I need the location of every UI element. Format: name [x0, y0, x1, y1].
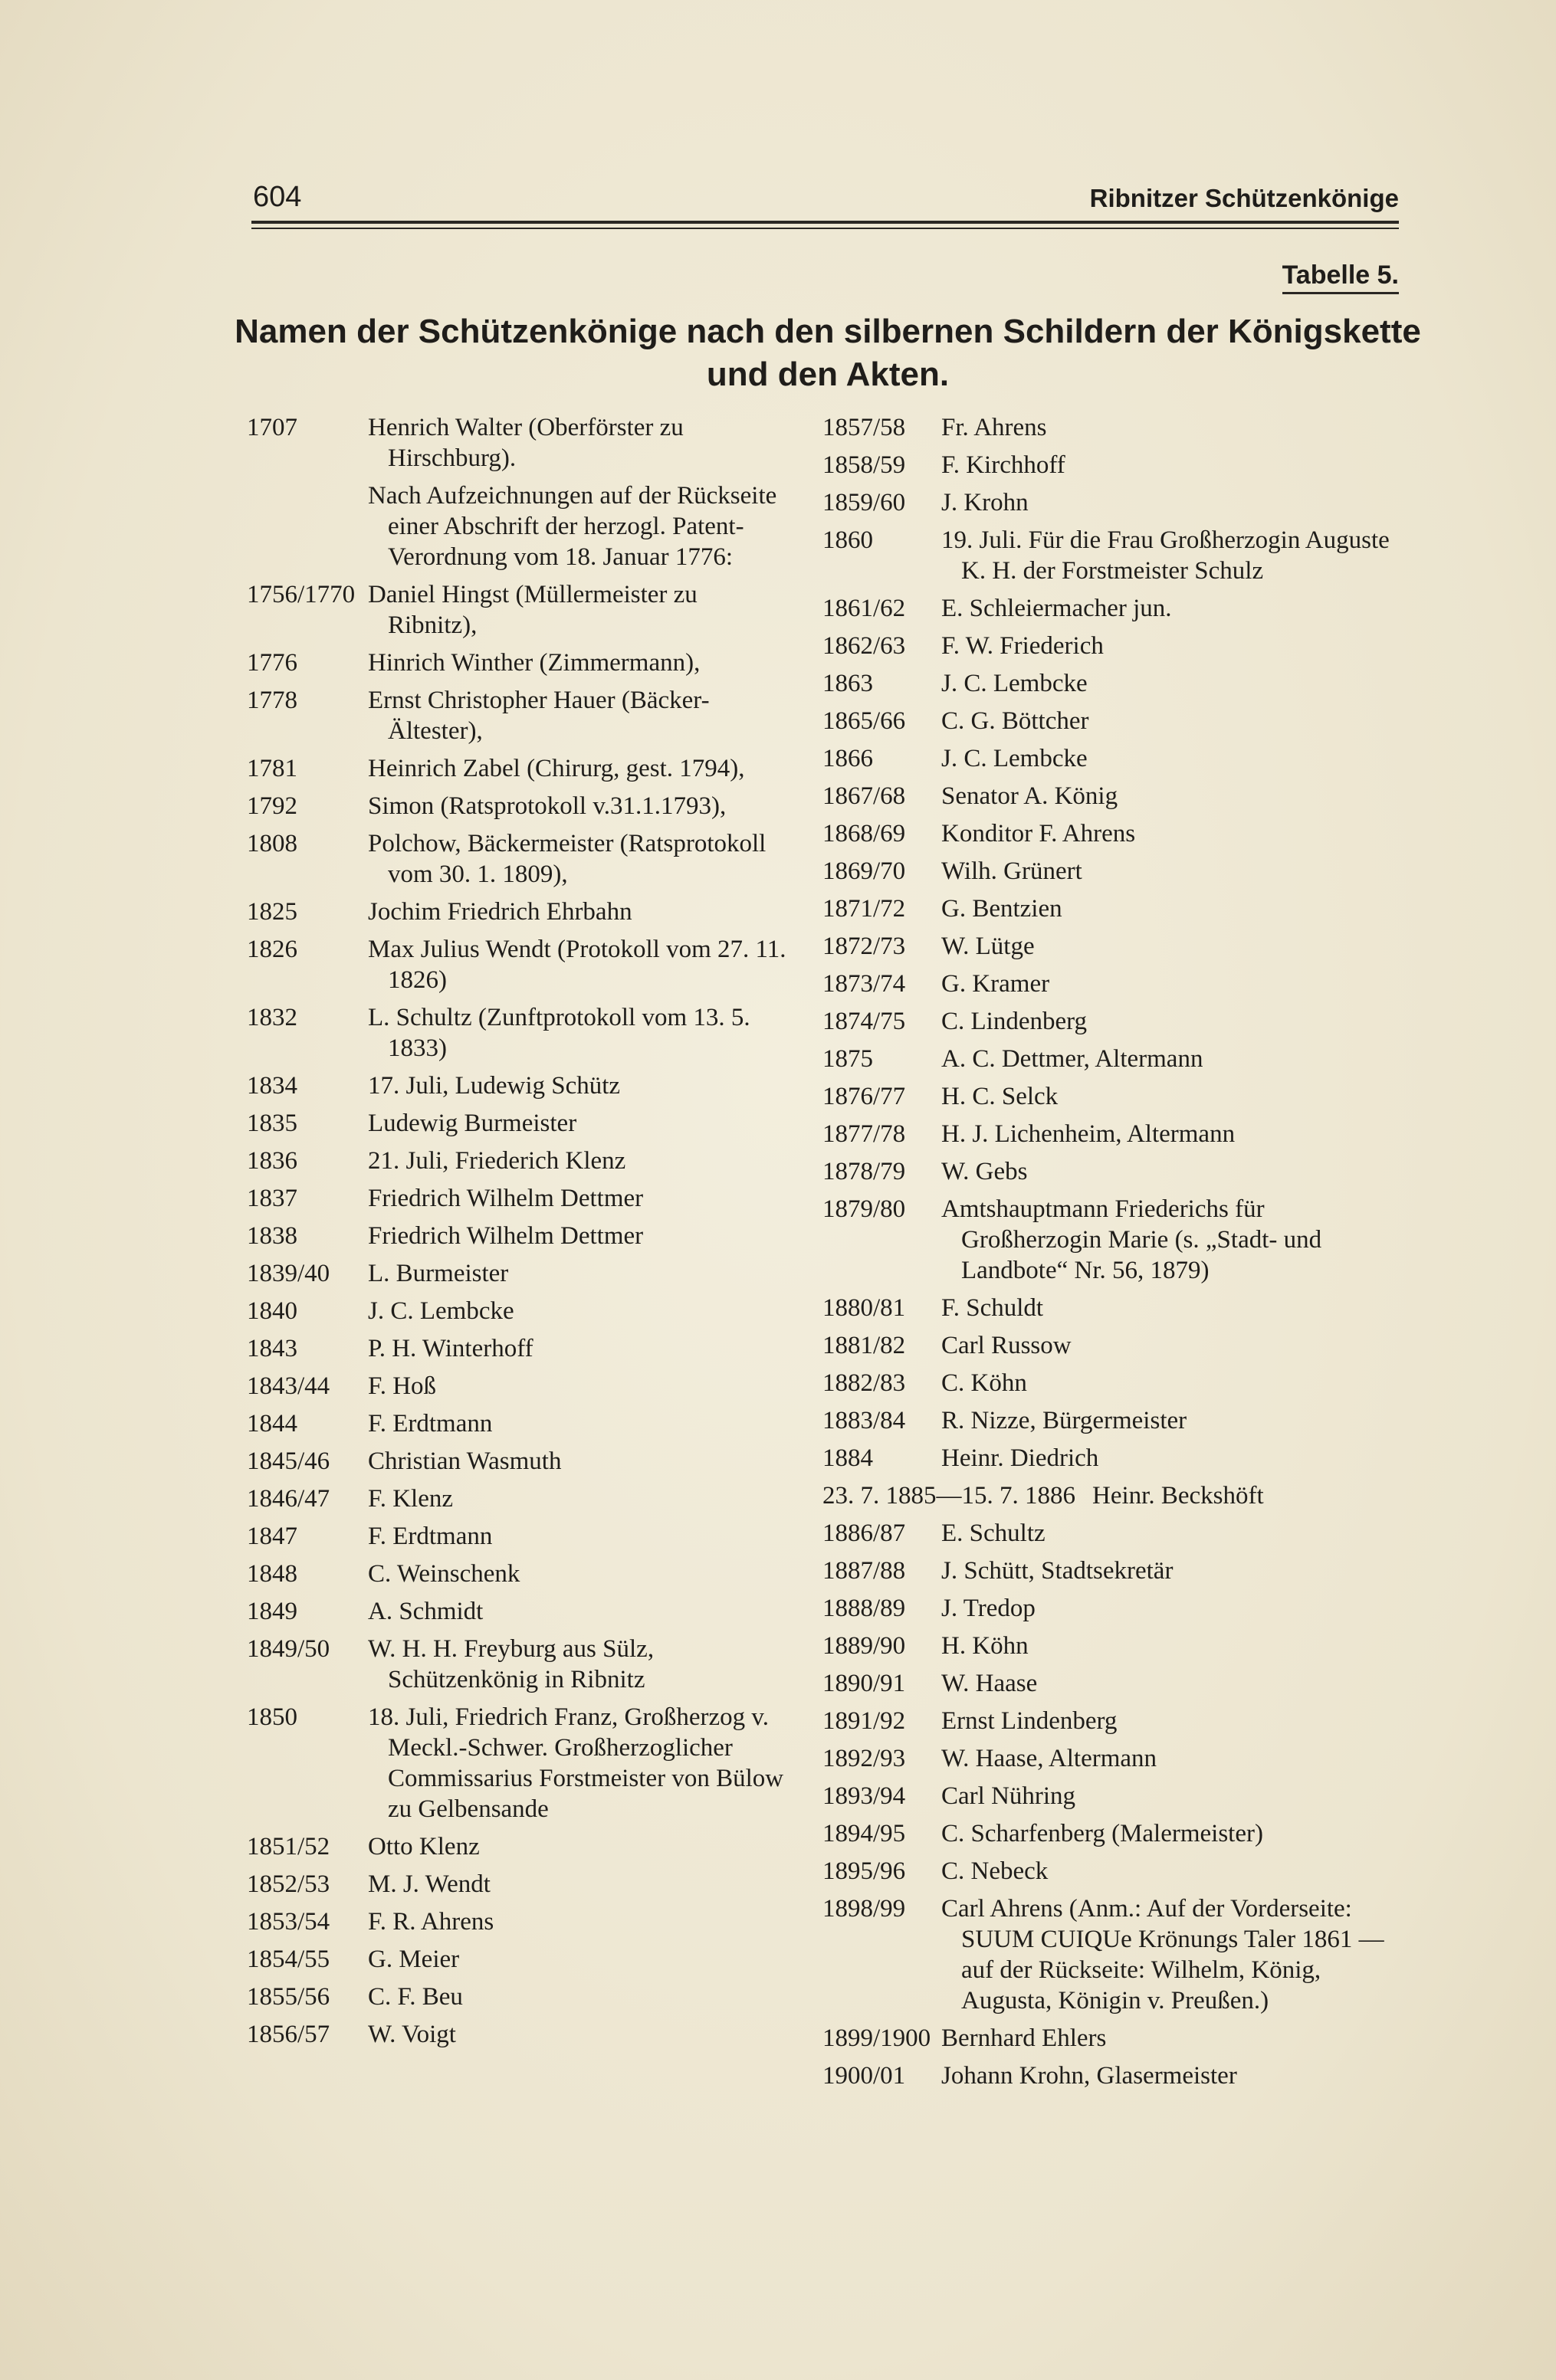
entry-year: 1871/72 — [822, 895, 906, 923]
entry-year: 1882/83 — [822, 1369, 906, 1397]
entry-name: Bernhard Ehlers — [941, 2024, 1107, 2052]
entry-name: F. Schuldt — [941, 1294, 1044, 1322]
entry-name: W. H. H. Freyburg aus Sülz, Schützenkönig in Ribnitz — [368, 1635, 655, 1693]
entry-name: Christian Wasmuth — [368, 1447, 562, 1475]
table-title-line-1: Namen der Schützenkönige nach den silbernen Schildern der Königskette — [235, 313, 1421, 350]
king-entry — [247, 1446, 787, 1477]
entry-name: 21. Juli, Friederich Klenz — [368, 1147, 626, 1175]
entry-year: 1808 — [247, 830, 297, 857]
king-entry — [822, 1405, 1405, 1436]
entry-name: Carl Nühring — [941, 1782, 1076, 1810]
entry-year: 1874/75 — [822, 1008, 906, 1035]
king-entry — [247, 647, 787, 678]
entry-name: Hinrich Winther (Zimmermann), — [368, 649, 701, 677]
running-title: Ribnitzer Schützenkönige — [1089, 184, 1399, 212]
entry-name: F. W. Friederich — [941, 632, 1104, 660]
entry-year: 1878/79 — [822, 1158, 906, 1185]
page-number: 604 — [253, 181, 302, 213]
entry-year: 1880/81 — [822, 1294, 906, 1322]
king-entry — [822, 1556, 1405, 1586]
entry-year: 1849 — [247, 1598, 297, 1625]
entry-year: 1843 — [247, 1335, 297, 1362]
entry-year: 1856/57 — [247, 2021, 330, 2048]
entry-year: 1835 — [247, 1110, 297, 1137]
king-entry — [822, 818, 1405, 849]
entry-year: 1832 — [247, 1004, 297, 1031]
table-title — [230, 310, 1426, 396]
entry-name: A. C. Dettmer, Altermann — [941, 1045, 1203, 1073]
entry-name: Friedrich Wilhelm Dettmer — [368, 1185, 644, 1212]
entry-name: L. Burmeister — [368, 1260, 509, 1287]
entry-year: 1857/58 — [822, 414, 906, 441]
entry-year: 1900/01 — [822, 2062, 906, 2090]
entry-name: Amtshauptmann Friederichs für Großherzogin Marie (s. „Stadt- und Landbote“ Nr. 56, 1879) — [941, 1195, 1322, 1284]
king-entry — [247, 1831, 787, 1862]
entry-year: 1837 — [247, 1185, 297, 1212]
entry-name: 17. Juli, Ludewig Schütz — [368, 1072, 621, 1100]
king-entry — [822, 1518, 1405, 1549]
entry-name: F. R. Ahrens — [368, 1908, 494, 1936]
king-entry — [822, 1081, 1405, 1112]
king-entry — [247, 2019, 787, 2050]
king-entry — [247, 791, 787, 821]
king-entry — [247, 1634, 787, 1695]
entry-year: 1776 — [247, 649, 297, 677]
entry-year: 1825 — [247, 898, 297, 926]
king-entry — [247, 1906, 787, 1937]
king-entry — [822, 781, 1405, 811]
entry-name: Konditor F. Ahrens — [941, 820, 1136, 847]
entry-name: W. Voigt — [368, 2021, 456, 2048]
entry-name: 18. Juli, Friedrich Franz, Großherzog v. Meckl.-Schwer. Großherzoglicher Commissarius Forstmeister von Bülow zu Gelbensande — [368, 1703, 784, 1823]
entry-year: 1866 — [822, 745, 873, 772]
entry-name: Ludewig Burmeister — [368, 1110, 577, 1137]
entry-name: F. Erdtmann — [368, 1410, 493, 1438]
entry-year: 1839/40 — [247, 1260, 330, 1287]
entry-year: 1756/1770 — [247, 581, 356, 608]
entry-year: 1845/46 — [247, 1447, 330, 1475]
entry-year: 1858/59 — [822, 451, 906, 479]
entry-year: 1836 — [247, 1147, 297, 1175]
king-entry — [247, 1183, 787, 1214]
king-entry — [247, 1002, 787, 1064]
entry-year: 1840 — [247, 1297, 297, 1325]
entry-name: C. F. Beu — [368, 1983, 463, 2011]
entry-name: Carl Ahrens (Anm.: Auf der Vorderseite: SUUM CUIQUe Krönungs Taler 1861 — auf der Rückseite: Wilhelm, König, Augusta, Königin v. Preußen.) — [941, 1895, 1384, 2014]
king-entry — [247, 1108, 787, 1139]
entry-year: 1860 — [822, 526, 873, 554]
entry-year: 23. 7. 1885—15. 7. 1886 — [822, 1482, 1075, 1510]
king-entry — [822, 706, 1405, 736]
entry-year: 1851/52 — [247, 1833, 330, 1860]
entry-year: 1886/87 — [822, 1519, 906, 1547]
entry-year: 1873/74 — [822, 970, 906, 998]
king-entry — [822, 931, 1405, 962]
king-entry — [822, 1156, 1405, 1187]
entry-year: 1707 — [247, 414, 297, 441]
entry-name: M. J. Wendt — [368, 1870, 491, 1898]
entry-name: 19. Juli. Für die Frau Großherzogin Auguste K. H. der Forstmeister Schulz — [941, 526, 1390, 585]
king-entry — [247, 934, 787, 995]
entry-name: Ernst Christopher Hauer (Bäcker-Ältester), — [368, 687, 710, 745]
entry-year: 1894/95 — [822, 1820, 906, 1847]
king-entry — [247, 1483, 787, 1514]
king-entry — [822, 743, 1405, 774]
king-entry — [822, 1194, 1405, 1286]
entry-year: 1849/50 — [247, 1635, 330, 1663]
entry-year: 1855/56 — [247, 1983, 330, 2011]
entry-name: J. Schütt, Stadtsekretär — [941, 1557, 1174, 1585]
entry-name: C. Weinschenk — [368, 1560, 520, 1588]
header-rule-thick — [251, 221, 1399, 224]
entry-name: J. Krohn — [941, 489, 1029, 516]
king-entry — [247, 1408, 787, 1439]
page-header — [253, 181, 1399, 227]
king-entry — [247, 1221, 787, 1251]
entry-name: W. Haase, Altermann — [941, 1745, 1157, 1772]
king-entry — [822, 450, 1405, 480]
king-entry — [247, 1702, 787, 1824]
entry-year: 1792 — [247, 792, 297, 820]
right-column — [822, 412, 1405, 2098]
entry-year: 1843/44 — [247, 1372, 330, 1400]
entry-year: 1854/55 — [247, 1946, 330, 1973]
entry-year: 1881/82 — [822, 1332, 906, 1359]
entry-year: 1778 — [247, 687, 297, 714]
king-entry — [822, 1893, 1405, 2016]
entry-name: Ernst Lindenberg — [941, 1707, 1118, 1735]
entry-year: 1852/53 — [247, 1870, 330, 1898]
entry-name: W. Gebs — [941, 1158, 1028, 1185]
entry-name: C. Köhn — [941, 1369, 1027, 1397]
entry-name: L. Schultz (Zunftprotokoll vom 13. 5. 1833) — [368, 1004, 750, 1062]
entry-name: R. Nizze, Bürgermeister — [941, 1407, 1187, 1434]
entry-name: Senator A. König — [941, 782, 1118, 810]
king-entry — [822, 1006, 1405, 1037]
king-entry — [822, 1743, 1405, 1774]
king-entry — [247, 1070, 787, 1101]
king-entry — [247, 1146, 787, 1176]
entry-name: E. Schultz — [941, 1519, 1046, 1547]
king-entry — [822, 1044, 1405, 1074]
king-entry — [247, 685, 787, 746]
entry-name: F. Klenz — [368, 1485, 454, 1513]
entry-name: Otto Klenz — [368, 1833, 480, 1860]
king-entry — [822, 1443, 1405, 1474]
entry-name: C. Nebeck — [941, 1857, 1049, 1885]
entry-name: J. C. Lembcke — [368, 1297, 514, 1325]
entry-year: 1847 — [247, 1523, 297, 1550]
entry-year: 1872/73 — [822, 933, 906, 960]
entry-name: W. Haase — [941, 1670, 1038, 1697]
king-entry — [822, 1480, 1405, 1511]
entry-name: Henrich Walter (Oberförster zu Hirschburg). — [368, 414, 684, 472]
entry-name: Daniel Hingst (Müllermeister zu Ribnitz), — [368, 581, 698, 639]
entry-name: Max Julius Wendt (Protokoll vom 27. 11. 1826) — [368, 936, 786, 994]
entry-year: 1884 — [822, 1444, 873, 1472]
entry-name: Simon (Ratsprotokoll v.31.1.1793), — [368, 792, 727, 820]
left-column — [247, 412, 787, 2057]
entry-name: C. Lindenberg — [941, 1008, 1088, 1035]
king-entry — [822, 1706, 1405, 1736]
entry-year: 1892/93 — [822, 1745, 906, 1772]
king-entry — [247, 1559, 787, 1589]
king-entry — [247, 1296, 787, 1326]
entry-year: 1875 — [822, 1045, 873, 1073]
king-entry — [247, 753, 787, 784]
entry-name: Heinr. Beckshöft — [1092, 1482, 1264, 1510]
king-entry — [822, 2060, 1405, 2091]
entry-year: 1867/68 — [822, 782, 906, 810]
king-entry — [822, 893, 1405, 924]
entry-year: 1850 — [247, 1703, 297, 1731]
entry-year: 1893/94 — [822, 1782, 906, 1810]
king-entry — [247, 1333, 787, 1364]
king-entry — [247, 828, 787, 890]
king-entry — [822, 1856, 1405, 1887]
entry-name: J. C. Lembcke — [941, 670, 1088, 697]
entry-year: 1861/62 — [822, 595, 906, 622]
header-rule-thin — [251, 228, 1399, 229]
king-entry — [822, 1818, 1405, 1849]
table-title-line-2: und den Akten. — [706, 356, 950, 393]
entry-name: G. Bentzien — [941, 895, 1062, 923]
king-entry — [247, 1521, 787, 1552]
entry-name: P. H. Winterhoff — [368, 1335, 533, 1362]
king-entry — [247, 1371, 787, 1401]
entry-name: C. Scharfenberg (Malermeister) — [941, 1820, 1263, 1847]
king-entry — [822, 1119, 1405, 1149]
entry-year — [247, 480, 368, 572]
entry-year: 1853/54 — [247, 1908, 330, 1936]
king-entry — [247, 1869, 787, 1900]
entry-name: C. G. Böttcher — [941, 707, 1089, 735]
king-entry — [247, 480, 787, 572]
king-entry — [822, 1631, 1405, 1661]
entry-name: H. J. Lichenheim, Altermann — [941, 1120, 1236, 1148]
king-entry — [822, 2023, 1405, 2054]
entry-name: E. Schleiermacher jun. — [941, 595, 1172, 622]
entry-year: 1889/90 — [822, 1632, 906, 1660]
king-entry — [822, 969, 1405, 999]
entry-year: 1891/92 — [822, 1707, 906, 1735]
entry-name: J. Tredop — [941, 1595, 1036, 1622]
entry-name: Nach Aufzeichnungen auf der Rückseite einer Abschrift der herzogl. Patent-Verordnung vom 18. Januar 1776: — [368, 482, 777, 571]
king-entry — [247, 1258, 787, 1289]
entry-year: 1879/80 — [822, 1195, 906, 1223]
entry-year: 1826 — [247, 936, 297, 963]
entry-year: 1895/96 — [822, 1857, 906, 1885]
entry-year: 1865/66 — [822, 707, 906, 735]
entry-year: 1899/1900 — [822, 2024, 931, 2052]
entry-name: Friedrich Wilhelm Dettmer — [368, 1222, 644, 1250]
entry-year: 1883/84 — [822, 1407, 906, 1434]
entry-name: Jochim Friedrich Ehrbahn — [368, 898, 632, 926]
table-label: Tabelle 5. — [1282, 261, 1399, 294]
king-entry — [822, 1330, 1405, 1361]
king-entry — [247, 1944, 787, 1975]
entry-name: J. C. Lembcke — [941, 745, 1088, 772]
entry-name: F. Erdtmann — [368, 1523, 493, 1550]
entry-name: G. Meier — [368, 1946, 460, 1973]
king-entry — [822, 1668, 1405, 1699]
entry-name: W. Lütge — [941, 933, 1035, 960]
king-entry — [247, 1596, 787, 1627]
king-entry — [822, 412, 1405, 443]
entry-year: 1868/69 — [822, 820, 906, 847]
entry-year: 1862/63 — [822, 632, 906, 660]
entry-name: Carl Russow — [941, 1332, 1072, 1359]
entry-year: 1848 — [247, 1560, 297, 1588]
entry-year: 1877/78 — [822, 1120, 906, 1148]
entry-year: 1890/91 — [822, 1670, 906, 1697]
king-entry — [822, 668, 1405, 699]
entry-name: Heinrich Zabel (Chirurg, gest. 1794), — [368, 755, 745, 782]
entry-year: 1876/77 — [822, 1083, 906, 1110]
entry-name: F. Hoß — [368, 1372, 437, 1400]
entry-year: 1838 — [247, 1222, 297, 1250]
entry-name: G. Kramer — [941, 970, 1050, 998]
king-entry — [822, 1593, 1405, 1624]
entry-name: F. Kirchhoff — [941, 451, 1065, 479]
entry-year: 1781 — [247, 755, 297, 782]
entry-year: 1863 — [822, 670, 873, 697]
entry-name: Polchow, Bäckermeister (Ratsprotokoll vom 30. 1. 1809), — [368, 830, 767, 888]
king-entry — [822, 631, 1405, 661]
entry-year: 1844 — [247, 1410, 297, 1438]
king-entry — [822, 487, 1405, 518]
entry-name: Johann Krohn, Glasermeister — [941, 2062, 1237, 2090]
entry-name: H. C. Selck — [941, 1083, 1059, 1110]
entry-year: 1887/88 — [822, 1557, 906, 1585]
entry-year: 1869/70 — [822, 857, 906, 885]
king-entry — [822, 1293, 1405, 1323]
entry-name: H. Köhn — [941, 1632, 1029, 1660]
king-entry — [822, 525, 1405, 586]
king-entry — [822, 1368, 1405, 1398]
entry-year: 1888/89 — [822, 1595, 906, 1622]
king-entry — [247, 897, 787, 927]
entry-year: 1859/60 — [822, 489, 906, 516]
king-entry — [822, 1781, 1405, 1811]
entry-year: 1846/47 — [247, 1485, 330, 1513]
king-entry — [247, 579, 787, 641]
entry-name: Fr. Ahrens — [941, 414, 1047, 441]
king-entry — [247, 412, 787, 474]
entry-name: Wilh. Grünert — [941, 857, 1082, 885]
king-entry — [822, 593, 1405, 624]
king-entry — [822, 856, 1405, 887]
king-entry — [247, 1982, 787, 2012]
entry-name: A. Schmidt — [368, 1598, 484, 1625]
entry-year: 1834 — [247, 1072, 297, 1100]
entry-name: Heinr. Diedrich — [941, 1444, 1099, 1472]
entry-year: 1898/99 — [822, 1895, 906, 1923]
